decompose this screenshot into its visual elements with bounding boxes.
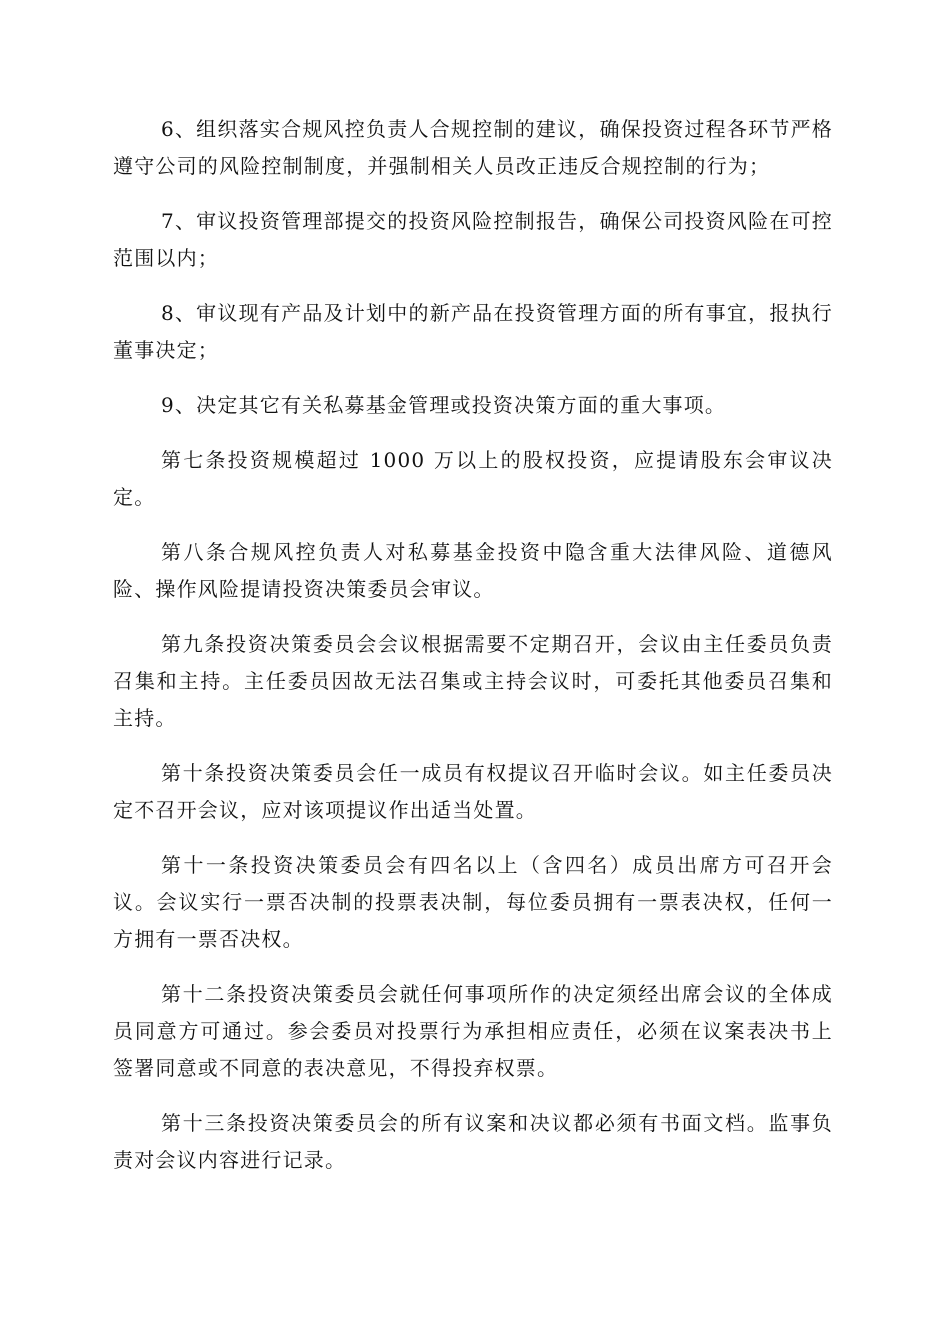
paragraph-article-12: 第十二条投资决策委员会就任何事项所作的决定须经出席会议的全体成员同意方可通过。参会委员对投票行为承担相应责任，必须在议案表决书上签署同意或不同意的表决意见，不得投弃权票。 [113, 982, 833, 1080]
paragraph-article-9: 第九条投资决策委员会会议根据需要不定期召开，会议由主任委员负责召集和主持。主任委员因故无法召集或主持会议时，可委托其他委员召集和主持。 [113, 632, 833, 730]
paragraph-item-9: 9、决定其它有关私募基金管理或投资决策方面的重大事项。 [161, 393, 727, 417]
paragraph-article-10: 第十条投资决策委员会任一成员有权提议召开临时会议。如主任委员决定不召开会议，应对该项提议作出适当处置。 [113, 761, 833, 822]
paragraph-article-13: 第十三条投资决策委员会的所有议案和决议都必须有书面文档。监事负责对会议内容进行记录。 [113, 1111, 833, 1172]
paragraph-article-7: 第七条投资规模超过 1000 万以上的股权投资，应提请股东会审议决定。 [113, 448, 833, 509]
document-body [113, 111, 833, 1197]
paragraph-article-11: 第十一条投资决策委员会有四名以上（含四名）成员出席方可召开会议。会议实行一票否决制的投票表决制，每位委员拥有一票表决权，任何一方拥有一票否决权。 [113, 853, 833, 951]
paragraph-item-8: 8、审议现有产品及计划中的新产品在投资管理方面的所有事宜，报执行董事决定； [113, 301, 833, 362]
paragraph-item-7: 7、审议投资管理部提交的投资风险控制报告，确保公司投资风险在可控范围以内； [113, 209, 833, 270]
paragraph-item-6: 6、组织落实合规风控负责人合规控制的建议，确保投资过程各环节严格遵守公司的风险控制制度，并强制相关人员改正违反合规控制的行为； [113, 117, 833, 178]
paragraph-article-8: 第八条合规风控负责人对私募基金投资中隐含重大法律风险、道德风险、操作风险提请投资决策委员会审议。 [113, 540, 833, 601]
